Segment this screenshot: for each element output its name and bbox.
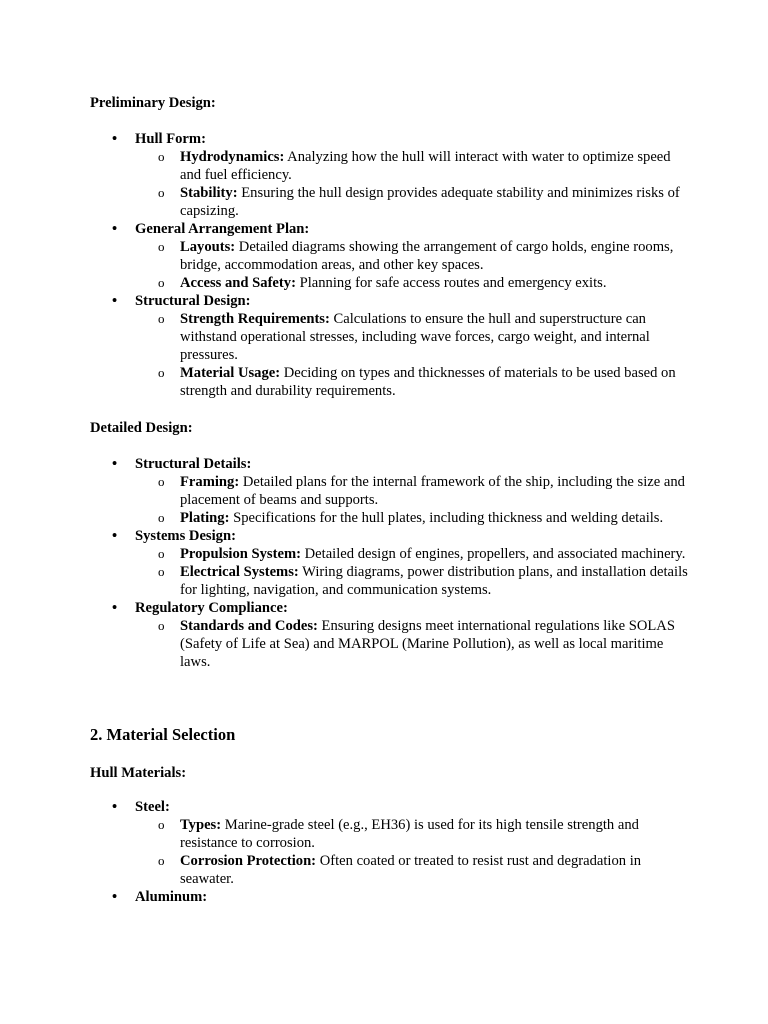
sub-item-term: Electrical Systems:: [180, 564, 299, 580]
sub-item-term: Framing:: [180, 474, 240, 490]
list-item: [90, 292, 690, 400]
sub-item-term: Stability:: [180, 185, 238, 201]
item-label: General Arrangement Plan:: [135, 221, 310, 237]
sub-bullet-icon: o: [158, 564, 165, 579]
sub-item-text: Often coated or treated to resist rust and degradation in seawater.: [180, 853, 642, 887]
sub-bullet-icon: o: [158, 853, 165, 868]
sub-list-item: [135, 852, 690, 888]
sub-item-text: Marine-grade steel (e.g., EH36) is used for its high tensile strength and resistance to corrosion.: [180, 817, 639, 851]
section-heading: Hull Materials:: [90, 765, 187, 781]
sub-list-item: [135, 238, 690, 274]
bullet-icon: •: [112, 293, 118, 309]
sub-list: [135, 238, 690, 292]
sub-list-item: [135, 148, 690, 184]
sub-item-text: Ensuring designs meet international regulations like SOLAS (Safety of Life at Sea) and MARPOL (Marine Pollution), as well as local maritime laws.: [180, 618, 675, 670]
bullet-list: [90, 798, 690, 906]
sub-list-item: [135, 274, 690, 292]
bullet-icon: •: [112, 131, 118, 147]
sub-list-item: [135, 310, 690, 364]
item-label: Structural Details:: [135, 456, 252, 472]
item-label: Aluminum:: [135, 889, 208, 905]
sub-bullet-icon: o: [158, 185, 165, 200]
sub-bullet-icon: o: [158, 239, 165, 254]
list-item: [90, 220, 690, 292]
sub-list-item: [135, 816, 690, 852]
bullet-icon: •: [112, 221, 118, 237]
sub-list-item: [135, 509, 690, 527]
sub-item-term: Access and Safety:: [180, 275, 296, 291]
list-item: [90, 455, 690, 527]
list-item: [90, 798, 690, 888]
item-label: Systems Design:: [135, 528, 236, 544]
sub-item-text: Detailed plans for the internal framework of the ship, including the size and placement of beams and supports.: [180, 474, 685, 508]
sub-bullet-icon: o: [158, 510, 165, 525]
sub-item-term: Layouts:: [180, 239, 236, 255]
sub-item-text: Calculations to ensure the hull and superstructure can withstand operational stresses, including wave forces, cargo weight, and internal pressures.: [180, 311, 650, 363]
sub-item-text: Wiring diagrams, power distribution plans, and installation details for lighting, navigation, and communication systems.: [180, 564, 688, 598]
list-item: [90, 599, 690, 671]
sub-item-text: Specifications for the hull plates, including thickness and welding details.: [229, 510, 664, 526]
bullet-icon: •: [112, 528, 118, 544]
section-preliminary-design: [90, 94, 690, 400]
bullet-list: [90, 130, 690, 400]
sub-item-text: Planning for safe access routes and emergency exits.: [295, 275, 607, 291]
list-item: [90, 130, 690, 220]
sub-list: [135, 310, 690, 400]
sub-item-text: Deciding on types and thicknesses of materials to be used based on strength and durability requirements.: [180, 365, 676, 399]
sub-bullet-icon: o: [158, 618, 165, 633]
sub-item-term: Hydrodynamics:: [180, 149, 285, 165]
sub-item-term: Corrosion Protection:: [180, 853, 317, 869]
sub-list: [135, 545, 690, 599]
sub-bullet-icon: o: [158, 311, 165, 326]
sub-item-term: Plating:: [180, 510, 230, 526]
item-label: Steel:: [135, 799, 170, 815]
sub-list: [135, 617, 690, 671]
sub-list-item: [135, 545, 690, 563]
sub-item-term: Material Usage:: [180, 365, 281, 381]
bullet-icon: •: [112, 600, 118, 616]
sub-list-item: [135, 563, 690, 599]
sub-list-item: [135, 364, 690, 400]
section-hull-materials: [90, 764, 690, 906]
sub-item-text: Detailed diagrams showing the arrangement of cargo holds, engine rooms, bridge, accommodation areas, and other key spaces.: [180, 239, 674, 273]
bullet-icon: •: [112, 799, 118, 815]
section-material-selection: [90, 726, 690, 744]
sub-list-item: [135, 473, 690, 509]
sub-bullet-icon: o: [158, 275, 165, 290]
list-item: [90, 527, 690, 599]
sub-item-term: Strength Requirements:: [180, 311, 330, 327]
sub-list: [135, 148, 690, 220]
section-detailed-design: [90, 419, 690, 671]
bullet-icon: •: [112, 889, 118, 905]
section-title: 2. Material Selection: [90, 725, 236, 744]
sub-bullet-icon: o: [158, 546, 165, 561]
sub-list-item: [135, 617, 690, 671]
sub-item-term: Types:: [180, 817, 222, 833]
sub-item-text: Ensuring the hull design provides adequate stability and minimizes risks of capsizing.: [180, 185, 680, 219]
sub-item-term: Propulsion System:: [180, 546, 301, 562]
sub-bullet-icon: o: [158, 365, 165, 380]
bullet-icon: •: [112, 456, 118, 472]
sub-bullet-icon: o: [158, 474, 165, 489]
item-label: Structural Design:: [135, 293, 251, 309]
item-label: Regulatory Compliance:: [135, 600, 288, 616]
sub-list: [135, 473, 690, 527]
section-heading: Preliminary Design:: [90, 95, 216, 111]
section-heading: Detailed Design:: [90, 420, 193, 436]
sub-bullet-icon: o: [158, 817, 165, 832]
sub-item-text: Analyzing how the hull will interact with water to optimize speed and fuel efficiency.: [180, 149, 671, 183]
sub-list-item: [135, 184, 690, 220]
list-item: [90, 888, 690, 906]
item-label: Hull Form:: [135, 131, 206, 147]
sub-list: [135, 816, 690, 888]
sub-item-term: Standards and Codes:: [180, 618, 318, 634]
bullet-list: [90, 455, 690, 671]
sub-item-text: Detailed design of engines, propellers, and associated machinery.: [300, 546, 686, 562]
sub-bullet-icon: o: [158, 149, 165, 164]
